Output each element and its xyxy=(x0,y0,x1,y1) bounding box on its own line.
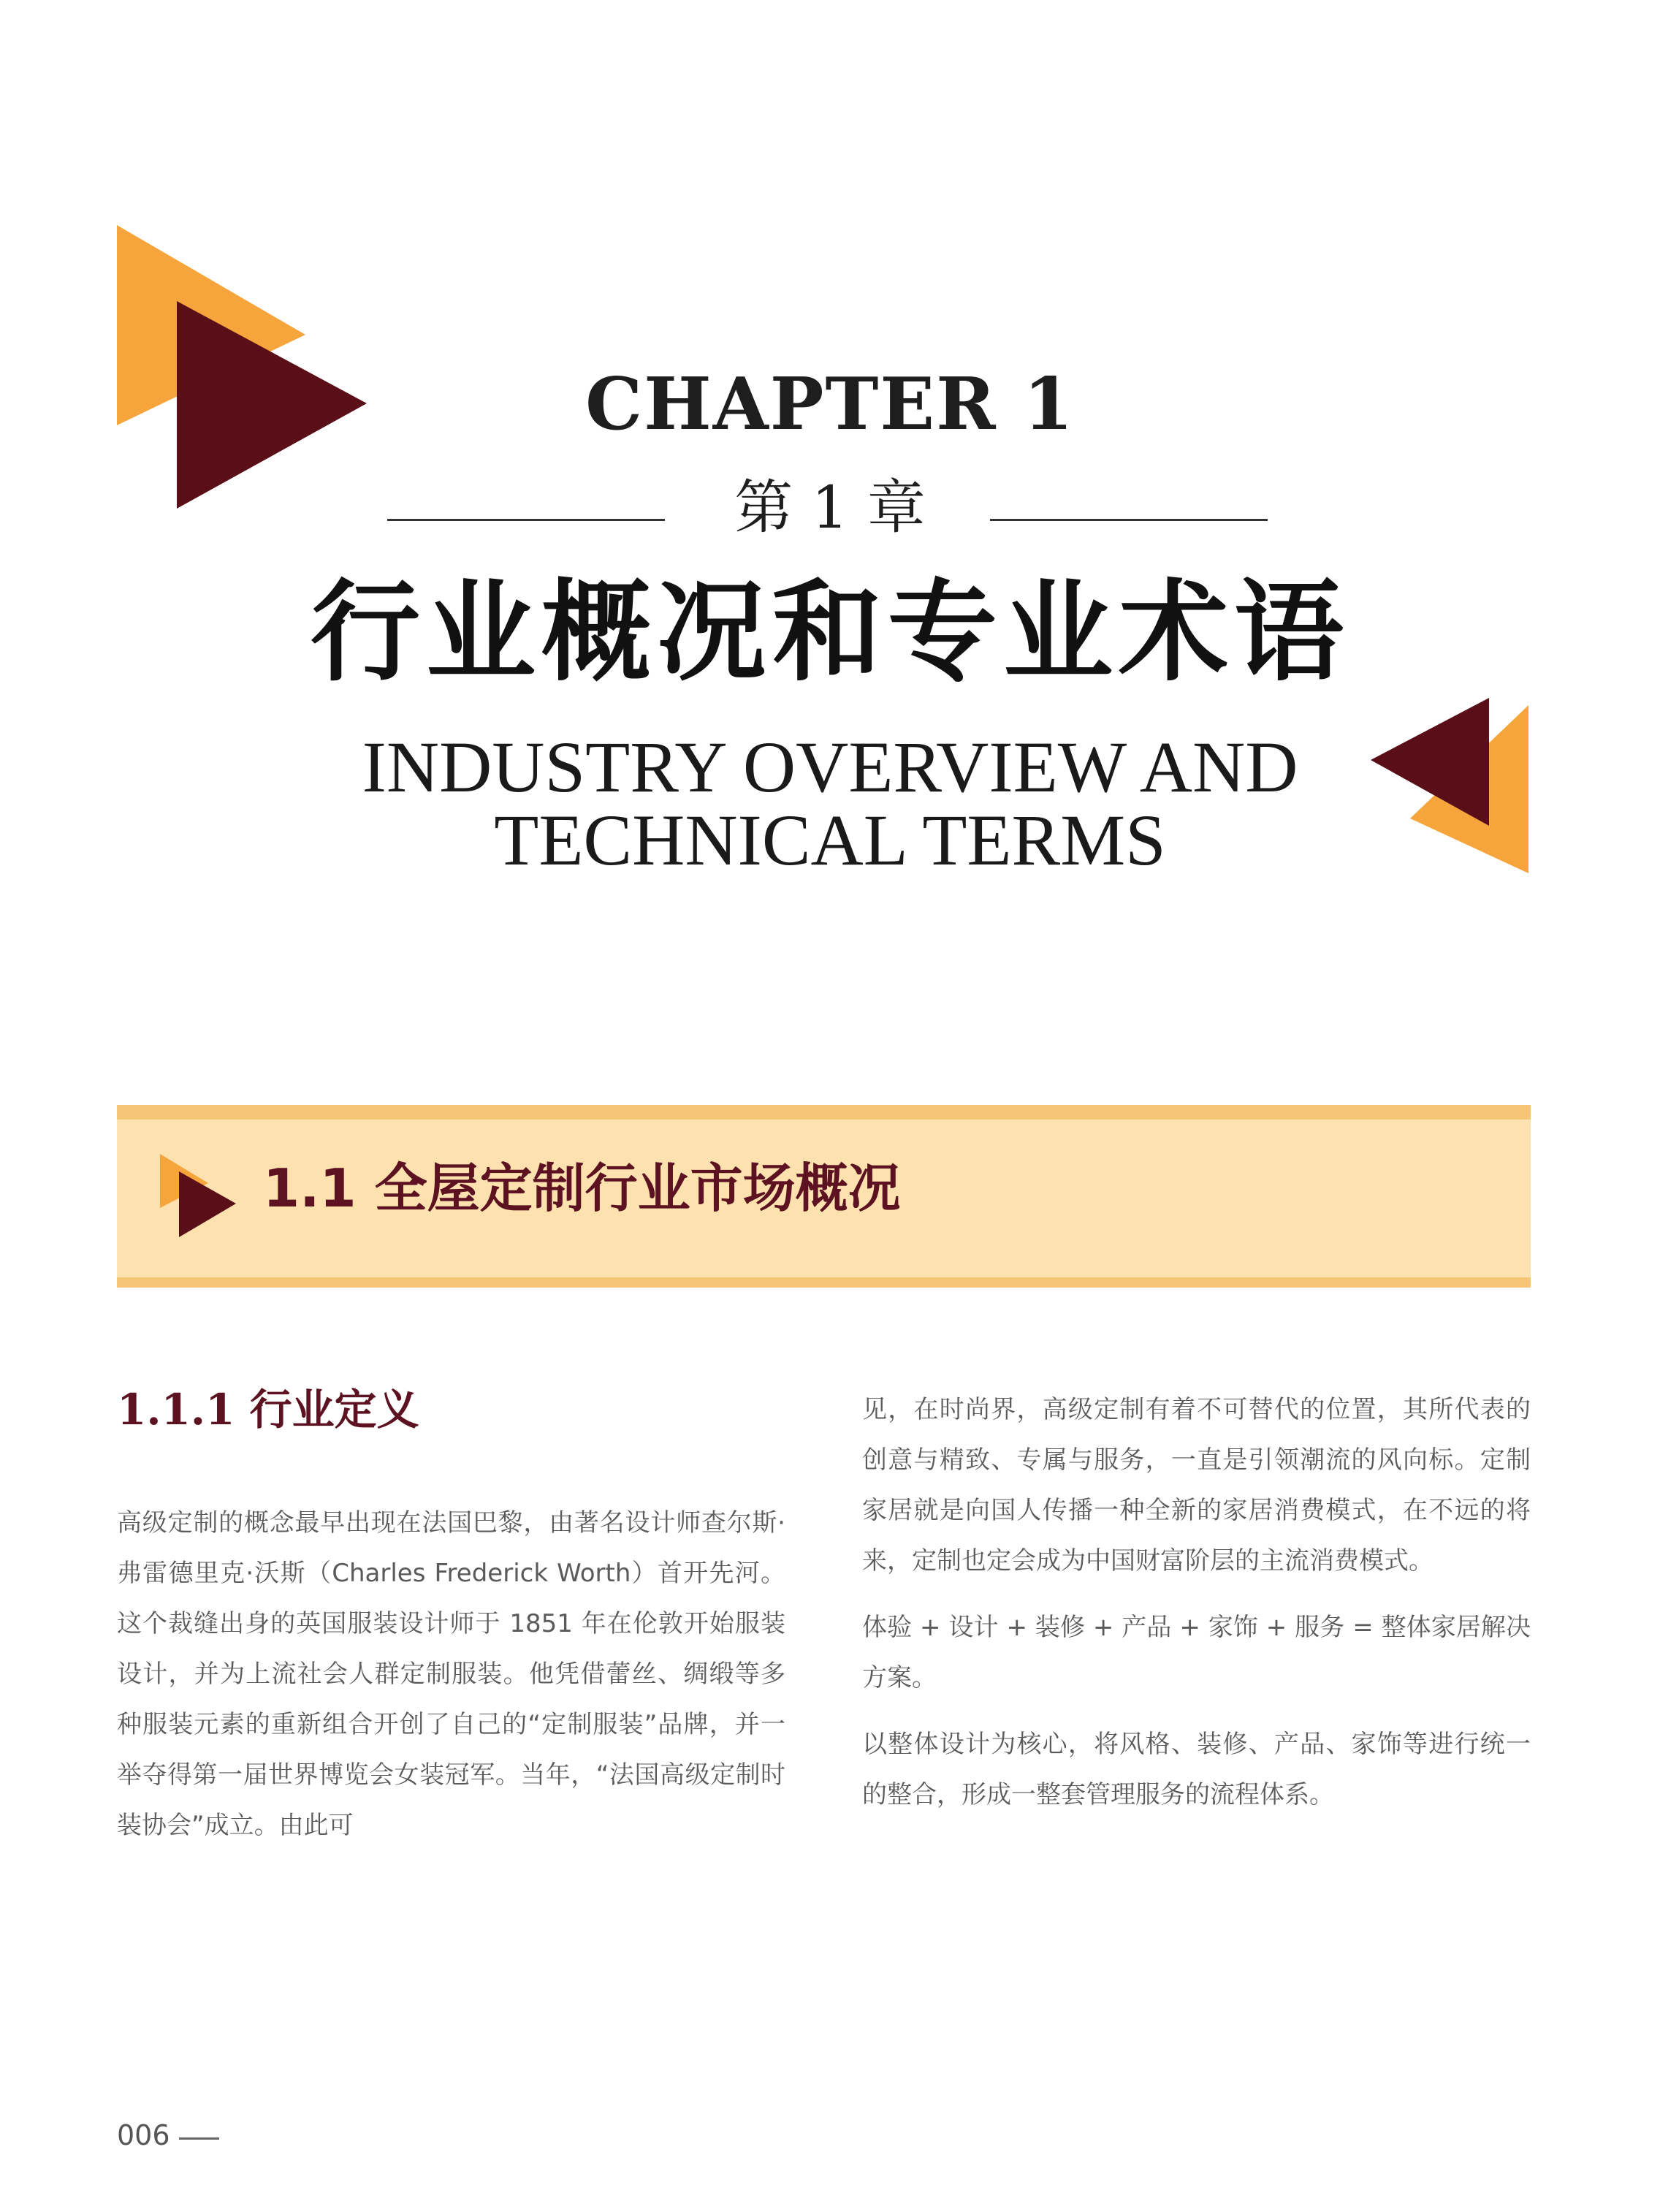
body-paragraph: 见，在时尚界，高级定制有着不可替代的位置，其所代表的创意与精致、专属与服务，一直是引领潮流的风向标。定制家居就是向国人传播一种全新的家居消费模式，在不远的将来，定制也定会成为中国财富阶层的主流消费模式。 xyxy=(862,1395,1531,1576)
section-title: 1.1 全屋定制行业市场概况 xyxy=(263,1158,901,1219)
section-arrow-icon xyxy=(157,1151,245,1246)
chapter-title-chinese: 行业概况和专业术语 xyxy=(310,568,1349,696)
body-paragraph: 体验 + 设计 + 装修 + 产品 + 家饰 + 服务 = 整体家居解决方案。 xyxy=(862,1613,1531,1692)
page-number: 006 xyxy=(117,2119,170,2151)
chapter-rule-right xyxy=(990,519,1268,521)
body-paragraph: 高级定制的概念最早出现在法国巴黎，由著名设计师查尔斯·弗雷德里克·沃斯（Charles Frederick Worth）首开先河。这个裁缝出身的英国服装设计师于 1851 年在伦敦开始服装设计，并为上流社会人群定制服装。他凭借蕾丝、绸缎等多种服装元素的重新组合开创了自己的“定制服装”品牌，并一举夺得第一届世界博览会女装冠军。当年，“法国高级定制时装协会”成立。由此可 xyxy=(117,1508,785,1840)
chapter-number: 第 1 章 xyxy=(734,474,926,541)
body-paragraph: 以整体设计为核心，将风格、装修、产品、家饰等进行统一的整合，形成一整套管理服务的流程体系。 xyxy=(862,1730,1531,1809)
chapter-label: CHAPTER 1 xyxy=(585,362,1075,446)
page-number-rule xyxy=(179,2137,219,2140)
chapter-title-english-line-2: TECHNICAL TERMS xyxy=(494,799,1166,881)
chapter-title-english-line-1: INDUSTRY OVERVIEW AND xyxy=(362,726,1298,807)
triangle-decoration-top-left xyxy=(110,219,387,512)
body-column-right xyxy=(862,1385,1531,1836)
subsection-heading: 1.1.1 行业定义 xyxy=(117,1385,419,1434)
chapter-title-english xyxy=(0,726,1660,881)
body-column-left xyxy=(117,1498,785,1867)
